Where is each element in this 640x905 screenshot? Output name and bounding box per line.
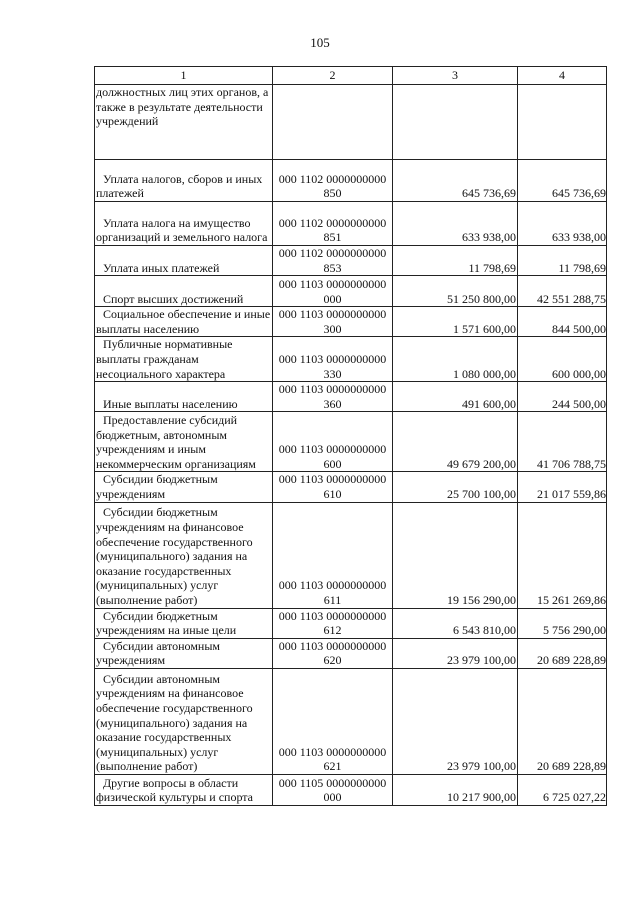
- row-value-col3: 645 736,69: [393, 160, 518, 202]
- row-code-cell: 000 1103 0000000000 600: [273, 412, 393, 472]
- budget-table: [94, 66, 607, 806]
- table-row: [95, 337, 607, 382]
- row-name-cell: Субсидии бюджетным учреждениям на финансовое обеспечение государственного (муниципального) задания на оказание государственных (муниципальных) услуг (выполнение работ): [95, 502, 273, 608]
- row-code-cell: 000 1102 0000000000 853: [273, 246, 393, 276]
- row-name-cell: Спорт высших достижений: [95, 276, 273, 307]
- table-header-row: [95, 67, 607, 85]
- table-row: [95, 472, 607, 502]
- row-value-col4: 42 551 288,75: [518, 276, 607, 307]
- row-value-col4: 633 938,00: [518, 202, 607, 246]
- row-value-col3: 51 250 800,00: [393, 276, 518, 307]
- row-value-col3: 6 543 810,00: [393, 608, 518, 638]
- table-row: [95, 382, 607, 412]
- row-name-cell: Субсидии автономным учреждениям на финансовое обеспечение государственного (муниципального) задания на оказание государственных (муниципальных) услуг (выполнение работ): [95, 668, 273, 774]
- row-name-cell: Уплата налогов, сборов и иных платежей: [95, 160, 273, 202]
- row-name-cell: Уплата налога на имущество организаций и земельного налога: [95, 202, 273, 246]
- row-name-cell: Субсидии бюджетным учреждениям: [95, 472, 273, 502]
- table-row: [95, 246, 607, 276]
- row-value-col4: [518, 85, 607, 160]
- table-row: [95, 276, 607, 307]
- row-value-col4: 20 689 228,89: [518, 668, 607, 774]
- row-value-col4: 600 000,00: [518, 337, 607, 382]
- table-row: [95, 608, 607, 638]
- row-value-col4: 645 736,69: [518, 160, 607, 202]
- row-code-cell: 000 1103 0000000000 612: [273, 608, 393, 638]
- column-header: 4: [518, 67, 607, 85]
- row-name-cell: должностных лиц этих органов, а также в результате деятельности учреждений: [95, 85, 273, 160]
- row-name-cell: Публичные нормативные выплаты гражданам несоциального характера: [95, 337, 273, 382]
- row-code-cell: 000 1102 0000000000 850: [273, 160, 393, 202]
- row-name-cell: Социальное обеспечение и иные выплаты населению: [95, 307, 273, 337]
- row-code-cell: 000 1105 0000000000 000: [273, 774, 393, 805]
- row-value-col3: 11 798,69: [393, 246, 518, 276]
- column-header: 2: [273, 67, 393, 85]
- row-code-cell: 000 1103 0000000000 621: [273, 668, 393, 774]
- row-value-col3: 1 571 600,00: [393, 307, 518, 337]
- row-code-cell: 000 1103 0000000000 300: [273, 307, 393, 337]
- table-row: [95, 638, 607, 668]
- row-value-col4: 20 689 228,89: [518, 638, 607, 668]
- table-row: [95, 202, 607, 246]
- row-value-col3: 23 979 100,00: [393, 668, 518, 774]
- row-value-col4: 244 500,00: [518, 382, 607, 412]
- row-name-cell: Предоставление субсидий бюджетным, автономным учреждениям и иным некоммерческим организациям: [95, 412, 273, 472]
- row-code-cell: 000 1103 0000000000 610: [273, 472, 393, 502]
- row-code-cell: 000 1103 0000000000 000: [273, 276, 393, 307]
- row-value-col4: 11 798,69: [518, 246, 607, 276]
- table-row: [95, 502, 607, 608]
- table-row: [95, 412, 607, 472]
- row-value-col3: 10 217 900,00: [393, 774, 518, 805]
- row-value-col3: [393, 85, 518, 160]
- row-value-col4: 21 017 559,86: [518, 472, 607, 502]
- table-row: [95, 668, 607, 774]
- row-code-cell: 000 1103 0000000000 620: [273, 638, 393, 668]
- row-value-col4: 41 706 788,75: [518, 412, 607, 472]
- row-name-cell: Субсидии автономным учреждениям: [95, 638, 273, 668]
- row-code-cell: 000 1102 0000000000 851: [273, 202, 393, 246]
- row-value-col3: 49 679 200,00: [393, 412, 518, 472]
- row-value-col3: 633 938,00: [393, 202, 518, 246]
- table-row: [95, 160, 607, 202]
- row-value-col3: 25 700 100,00: [393, 472, 518, 502]
- row-value-col4: 6 725 027,22: [518, 774, 607, 805]
- row-name-cell: Иные выплаты населению: [95, 382, 273, 412]
- row-value-col4: 844 500,00: [518, 307, 607, 337]
- row-code-cell: 000 1103 0000000000 330: [273, 337, 393, 382]
- page-number: 105: [310, 35, 330, 50]
- row-value-col4: 15 261 269,86: [518, 502, 607, 608]
- column-header: 1: [95, 67, 273, 85]
- row-code-cell: 000 1103 0000000000 360: [273, 382, 393, 412]
- row-value-col3: 23 979 100,00: [393, 638, 518, 668]
- row-value-col4: 5 756 290,00: [518, 608, 607, 638]
- table-row: [95, 307, 607, 337]
- column-header: 3: [393, 67, 518, 85]
- row-code-cell: 000 1103 0000000000 611: [273, 502, 393, 608]
- table-row: [95, 85, 607, 160]
- row-name-cell: Уплата иных платежей: [95, 246, 273, 276]
- table-row: [95, 774, 607, 805]
- row-code-cell: [273, 85, 393, 160]
- row-value-col3: 1 080 000,00: [393, 337, 518, 382]
- row-value-col3: 19 156 290,00: [393, 502, 518, 608]
- row-name-cell: Другие вопросы в области физической культуры и спорта: [95, 774, 273, 805]
- row-value-col3: 491 600,00: [393, 382, 518, 412]
- row-name-cell: Субсидии бюджетным учреждениям на иные цели: [95, 608, 273, 638]
